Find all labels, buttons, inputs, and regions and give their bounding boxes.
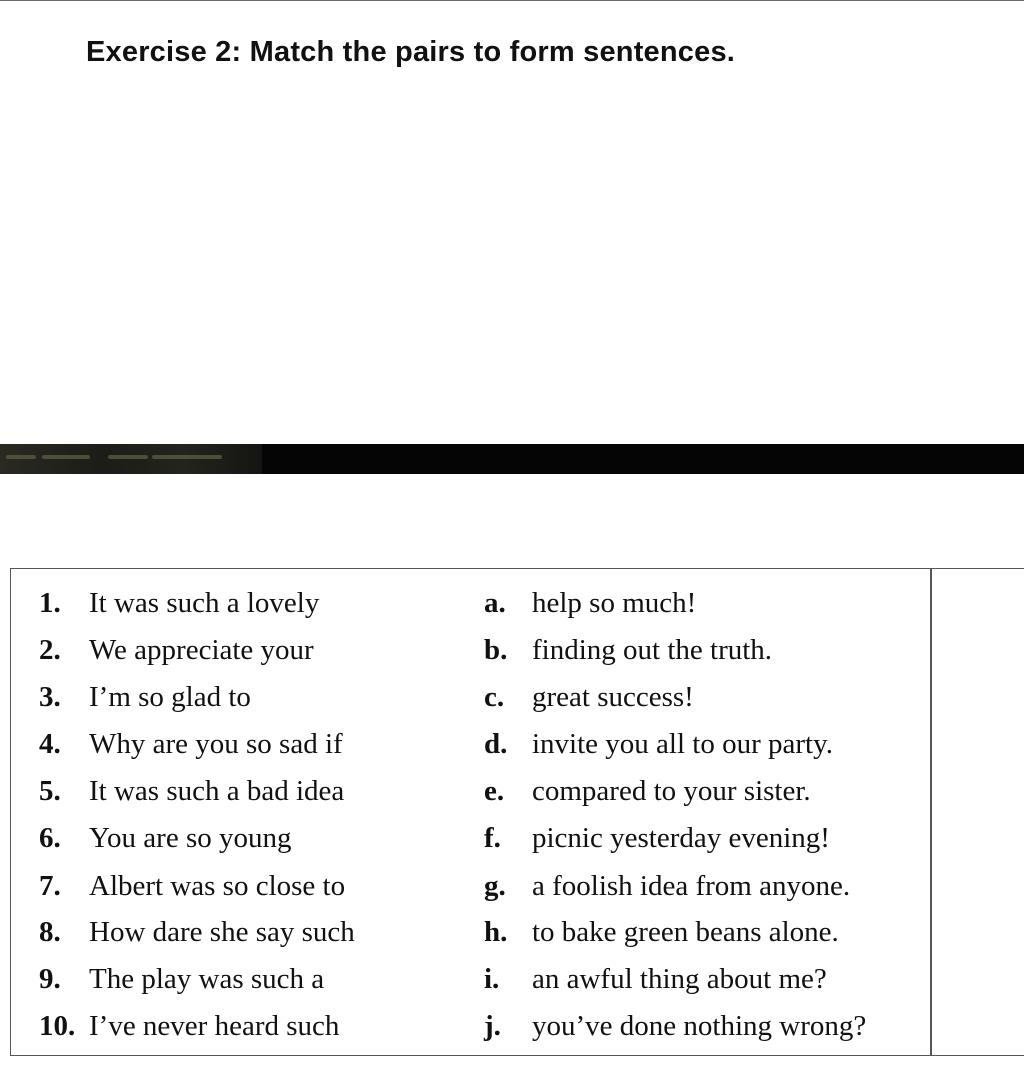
matching-table bbox=[10, 568, 1024, 1056]
item-number: 10. bbox=[39, 1010, 76, 1042]
table-column-divider bbox=[930, 569, 932, 1055]
sentence-start: How dare she say such bbox=[89, 916, 355, 948]
table-row bbox=[11, 909, 930, 955]
dark-toolbar-band bbox=[0, 444, 1024, 474]
item-number: 1. bbox=[39, 587, 61, 619]
band-mark bbox=[6, 455, 36, 459]
sentence-start: Albert was so close to bbox=[89, 870, 346, 902]
item-number: 4. bbox=[39, 728, 61, 760]
option-letter: g. bbox=[484, 870, 506, 902]
item-number: 8. bbox=[39, 916, 61, 948]
sentence-ending: help so much! bbox=[532, 587, 697, 619]
item-number: 6. bbox=[39, 822, 61, 854]
sentence-start: I’ve never heard such bbox=[89, 1010, 340, 1042]
sentence-ending: to bake green beans alone. bbox=[532, 916, 839, 948]
sentence-start: I’m so glad to bbox=[89, 681, 251, 713]
table-row bbox=[11, 580, 930, 626]
item-number: 3. bbox=[39, 681, 61, 713]
sentence-start: It was such a bad idea bbox=[89, 775, 345, 807]
top-divider bbox=[0, 0, 1024, 1]
table-row bbox=[11, 627, 930, 673]
option-letter: e. bbox=[484, 775, 505, 807]
option-letter: i. bbox=[484, 963, 500, 995]
table-row bbox=[11, 956, 930, 1002]
exercise-title: Exercise 2: Match the pairs to form sentences. bbox=[86, 36, 736, 68]
table-row bbox=[11, 721, 930, 767]
sentence-ending: a foolish idea from anyone. bbox=[532, 870, 851, 902]
sentence-ending: picnic yesterday evening! bbox=[532, 822, 830, 854]
sentence-ending: compared to your sister. bbox=[532, 775, 811, 807]
table-row bbox=[11, 768, 930, 814]
sentence-start: Why are you so sad if bbox=[89, 728, 343, 760]
option-letter: a. bbox=[484, 587, 506, 619]
band-mark bbox=[152, 455, 222, 459]
item-number: 7. bbox=[39, 870, 61, 902]
option-letter: b. bbox=[484, 634, 508, 666]
sentence-start: We appreciate your bbox=[89, 634, 314, 666]
sentence-ending: invite you all to our party. bbox=[532, 728, 833, 760]
band-mark bbox=[108, 455, 148, 459]
sentence-ending: an awful thing about me? bbox=[532, 963, 827, 995]
sentence-ending: great success! bbox=[532, 681, 694, 713]
item-number: 5. bbox=[39, 775, 61, 807]
sentence-start: It was such a lovely bbox=[89, 587, 320, 619]
band-mark bbox=[42, 455, 90, 459]
table-row bbox=[11, 1003, 930, 1049]
option-letter: f. bbox=[484, 822, 501, 854]
option-letter: j. bbox=[484, 1010, 501, 1042]
item-number: 9. bbox=[39, 963, 61, 995]
option-letter: h. bbox=[484, 916, 508, 948]
sentence-ending: you’ve done nothing wrong? bbox=[532, 1010, 867, 1042]
band-thumbnail-strip bbox=[0, 444, 262, 474]
sentence-start: You are so young bbox=[89, 822, 292, 854]
sentence-ending: finding out the truth. bbox=[532, 634, 773, 666]
option-letter: d. bbox=[484, 728, 508, 760]
table-row bbox=[11, 815, 930, 861]
sentence-start: The play was such a bbox=[89, 963, 325, 995]
option-letter: c. bbox=[484, 681, 505, 713]
table-row bbox=[11, 863, 930, 909]
item-number: 2. bbox=[39, 634, 61, 666]
table-row bbox=[11, 674, 930, 720]
